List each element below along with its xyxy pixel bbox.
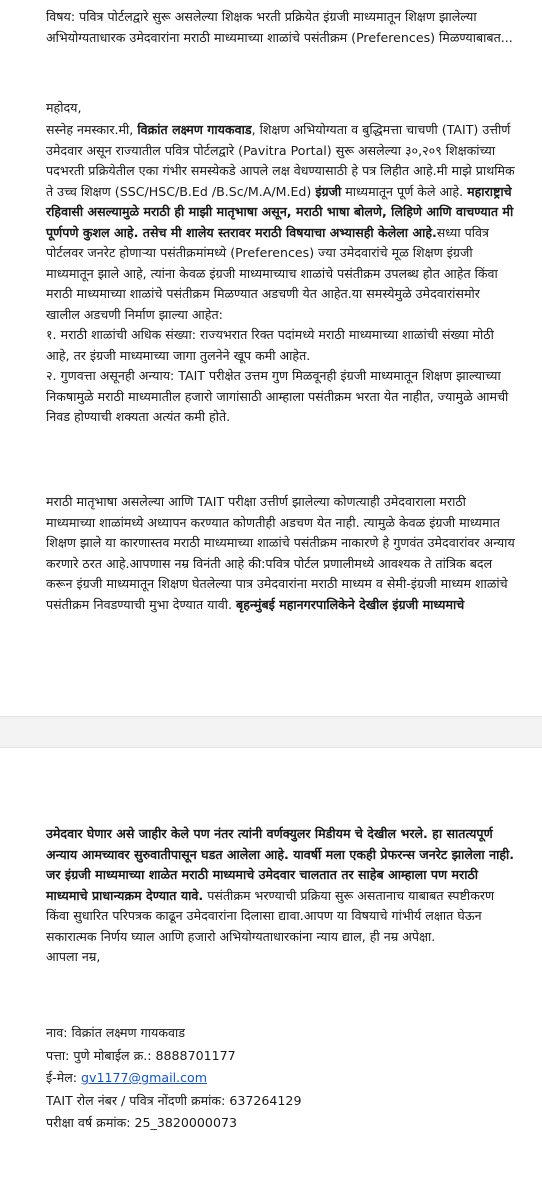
subject-line	[46, 7, 516, 48]
signature-block	[46, 1022, 516, 1135]
body-paragraph-2	[46, 492, 516, 615]
paragraph-3	[46, 824, 516, 947]
p1-text-4: सध्या पवित्र पोर्टलवर जनरेट होणाऱ्या पसंतीक्रमांमध्ये (Preferences) ज्या उमेदवारांचे मूळ शिक्षण इंग्रजी माध्यमातून झाले आहे, त्यांना केवळ इंग्रजी माध्यमाच्याच शाळांचे पसंतीक्रम उपलब्ध होत आहेत किंवा मराठी माध्यमाच्या शाळांचे पसंतीक्रम मिळण्यात अडचणी येत आहेत.या समस्येमुळे उमेदवारांसमोर खालील अडचणी निर्माण झाल्या आहेत:	[46, 224, 498, 322]
p1-bold-english: इंग्रजी	[315, 183, 342, 199]
page-break	[0, 716, 542, 748]
p2-bold-statement: बृहन्मुंबई महानगरपालिकेने देखील इंग्रजी माध्यमाचे	[236, 596, 465, 612]
document-page-2	[0, 748, 542, 1200]
salutation	[46, 98, 516, 119]
p3-text-1: पसंतीक्रम भरण्याची प्रक्रिया सुरू असतानाच याबाबत स्पष्टीकरण किंवा सुधारित परिपत्रक काढून उमेदवारांना दिलासा द्यावा.आपण या विषयाचे गांभीर्य लक्षात घेऊन सकारात्मक निर्णय घ्याल आणि हजारो अभियोग्यताधारकांना न्याय द्याल, ही नम्र अपेक्षा.	[46, 887, 495, 944]
subject-text: विषय: पवित्र पोर्टलद्वारे सुरू असलेल्या शिक्षक भरती प्रक्रियेत इंग्रजी माध्यमातून शिक्षण झालेल्या अभियोग्यताधारक उमेदवारांना मराठी माध्यमाच्या शाळांचे पसंतीक्रम (Preferences) मिळण्याबाबत...	[46, 9, 513, 45]
paragraph-1	[46, 120, 516, 325]
signature-roll-number: TAIT रोल नंबर / पवित्र नोंदणी क्रमांक: 637264129	[46, 1092, 302, 1108]
p2-text-1: मराठी मातृभाषा असलेल्या आणि TAIT परीक्षा उत्तीर्ण झालेल्या कोणत्याही उमेदवाराला मराठी माध्यमाच्या शाळांमध्ये अध्यापन करण्यात कोणतीही अडचण येत नाही. त्यामुळे केवळ इंग्रजी माध्यमात शिक्षण झाले या कारणास्तव मराठी माध्यमाच्या शाळांचे पसंतीक्रम नाकारणे हे गुणवंत उमेदवारांवर अन्याय करणारे ठरत आहे.आपणास नम्र विनंती आहे की:पवित्र पोर्टल प्रणालीमध्ये आवश्यक ते तांत्रिक बदल करून इंग्रजी माध्यमातून शिक्षण घेतलेल्या पात्र उमेदवारांना मराठी माध्यम व सेमी-इंग्रजी माध्यम शाळांचे पसंतीक्रम निवडण्याची मुभा देण्यात यावी.	[46, 494, 515, 612]
p1-text-2: , शिक्षण अभियोग्यता व बुद्धिमत्ता चाचणी (TAIT) उत्तीर्ण उमेदवार असून राज्यातील पवित्र पोर्टलद्वारे (Pavitra Portal) सुरू असलेल्या ३०,२०९ शिक्षकांच्या पदभरती प्रक्रियेतील एका गंभीर समस्येकडे आपले लक्ष वेधण्यासाठी हे पत्र लिहीत आहे.मी माझे प्राथमिक ते उच्च शिक्षण (SSC/HSC/B.Ed /B.Sc/M.A/M.Ed)	[46, 122, 515, 199]
body-paragraph-3	[46, 824, 516, 968]
salutation-text: महोदय,	[46, 100, 82, 115]
point-2: २. गुणवत्ता असूनही अन्याय: TAIT परीक्षेत उत्तम गुण मिळवूनही इंग्रजी माध्यमातून शिक्षण झाल्याच्या निकषामुळे मराठी माध्यमातील हजारो जागांसाठी आम्हाला पसंतीक्रम भरता येत नाहीत, ज्यामुळे आमची निवड होण्याची शक्यता अत्यंत कमी होते.	[46, 368, 509, 424]
p3-bold-statement: उमेदवार घेणार असे जाहीर केले पण नंतर त्यांनी वर्णक्युलर मिडीयम चे देखील भरले. हा सातत्यपूर्ण अन्याय आमच्यावर सुरुवातीपासून घडत आलेला आहे. यावर्षी मला एकही प्रेफरन्स जनरेट झालेला नाही. जर इंग्रजी माध्यमाच्या शाळेत मराठी माध्यमाचे उमेदवार चालतात तर साहेब आम्हाला पण मराठी माध्यमाचे प्राधान्यक्रम देण्यात यावे.	[46, 826, 515, 903]
email-link[interactable]: gv1177@gmail.com	[81, 1070, 208, 1085]
email-label: ई-मेल:	[46, 1070, 82, 1085]
sender-name-bold: विक्रांत लक्ष्मण गायकवाड	[137, 122, 252, 137]
closing-text: आपला नम्र,	[46, 949, 101, 964]
p1-text-3: माध्यमातून पूर्ण केले आहे.	[341, 183, 468, 199]
signature-name: नाव: विक्रांत लक्ष्मण गायकवाड	[46, 1025, 185, 1040]
signature-email-line	[46, 1067, 516, 1090]
signature-address-mobile: पत्ता: पुणे मोबाईल क्र.: 8888701177	[46, 1047, 236, 1063]
paragraph-2	[46, 492, 516, 615]
p1-text-1: सस्नेह नमस्कार.मी,	[46, 122, 138, 137]
point-1: १. मराठी शाळांची अधिक संख्या: राज्यभरात रिक्त पदांमध्ये मराठी माध्यमाच्या शाळांची संख्या मोठी आहे, तर इंग्रजी माध्यमाच्या जागा तुलनेने खूप कमी आहेत.	[46, 327, 494, 363]
body-paragraph-1	[46, 120, 516, 428]
signature-exam-number: परीक्षा वर्ष क्रमांक: 25_3820000073	[46, 1115, 237, 1130]
p1-bold-statement: महाराष्ट्राचे रहिवासी असल्यामुळे मराठी ही माझी मातृभाषा असून, मराठी भाषा बोलणे, लिहिणे आणि वाचण्यात मी पूर्णपणे कुशल आहे. तसेच मी शालेय स्तरावर मराठी विषयाचा अभ्यासही केलेला आहे.	[46, 183, 514, 240]
